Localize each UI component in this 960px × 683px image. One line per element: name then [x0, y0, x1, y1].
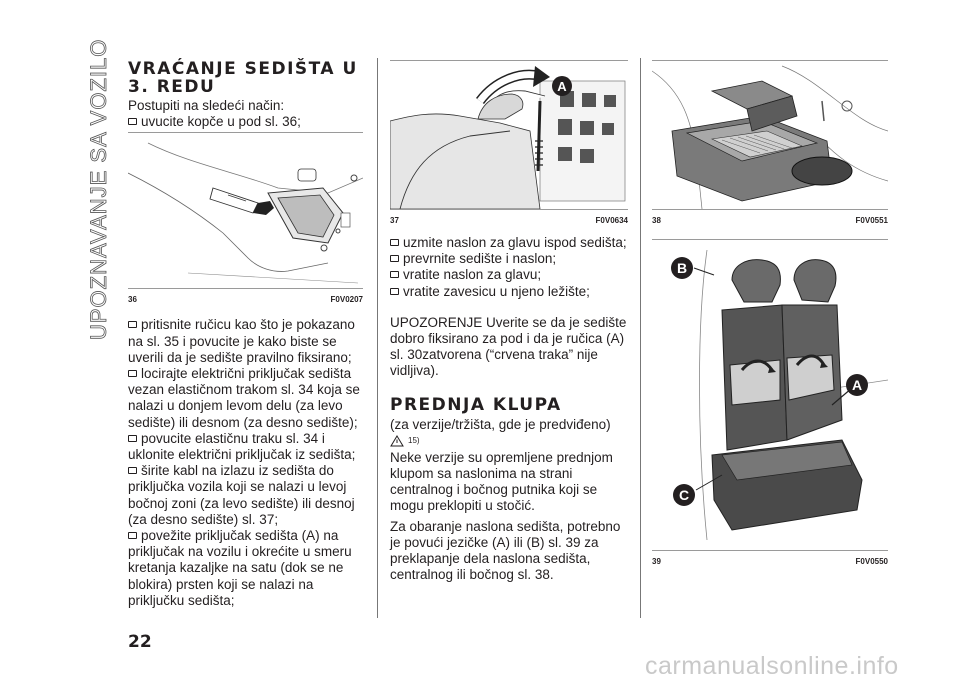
section-heading-front-bench: PREDNJA KLUPA	[390, 394, 562, 415]
callout-label-a: A	[851, 377, 863, 393]
bullet-text: vratite naslon za glavu;	[403, 267, 542, 283]
column-right	[652, 60, 888, 566]
figure-code: F0V0634	[595, 216, 628, 225]
checkbox-bullet-icon	[128, 435, 137, 442]
bullet-item	[390, 235, 628, 251]
bullet-text: povucite elastičnu traku sl. 34 i uklonite električni priključak iz sedišta;	[128, 430, 356, 463]
bullet-item	[128, 114, 363, 130]
figure-36	[128, 132, 363, 304]
checkbox-bullet-icon	[390, 288, 399, 295]
bullet-item	[128, 431, 363, 463]
figure-38	[652, 60, 888, 225]
bullet-text: locirajte električni priključak sedišta vezan elastičnom trakom sl. 34 koja se nalazi u donjem levom delu (za levo sedište) ili desnom (za desno sedište);	[128, 366, 360, 430]
callout-label-a: A	[557, 79, 567, 94]
availability-note: (za verzije/tržišta, gde je predviđeno)	[390, 416, 611, 432]
side-title-text: UPOZNAVANJE SA VOZILOM	[86, 40, 111, 340]
figure-bottom-rule	[652, 550, 888, 551]
callout-label-b: B	[676, 260, 688, 276]
warning-reference	[390, 435, 628, 447]
bullet-text: povežite priključak sedišta (A) na priključak na vozilu i okrećite u smeru kretanja kazaljke na satu (dok se ne blokira) prsten koji se nalazi na priključku sedišta;	[128, 528, 352, 608]
warning-text: UPOZORENJE Uverite se da je sedište dobro fiksirano za pod i da je ručica (A) sl. 30zatvorena (“crvena traka” nije vidljiva).	[390, 314, 627, 379]
figure-bottom-rule	[390, 209, 628, 210]
watermark-text: carmanualsonline.info	[645, 652, 899, 680]
bullet-item	[390, 267, 628, 283]
section-heading-third-row: VRAĆANJE SEDIŠTA U 3. REDU	[128, 59, 358, 97]
page-number: 22	[128, 632, 152, 652]
side-chapter-title	[78, 40, 118, 340]
intro-text: Postupiti na sledeći način:	[128, 98, 285, 113]
paragraph: Neke verzije su opremljene prednjom klupom sa naslonima na strani centralnog i bočnog putnika koji se mogu preklopiti u stočić.	[390, 449, 613, 514]
bullet-item	[128, 528, 363, 609]
bullet-item	[128, 366, 363, 431]
paragraph: Za obaranje naslona sedišta, potrebno je povući jezičke (A) ili (B) sl. 39 za preklapanje dela naslona sedišta, centralnog ili bočnog sl. 38.	[390, 518, 621, 583]
callout-label-c: C	[678, 487, 690, 503]
bullet-text: širite kabl na izlazu iz sedišta do priključka vozila koji se nalazi u levoj bočnoj zoni (za levo sedište) ili desnoj (za desno sedište) sl. 37;	[128, 463, 355, 527]
column-middle	[390, 60, 628, 583]
folded-seat-table-illustration	[652, 61, 888, 209]
front-bench-illustration	[652, 240, 888, 550]
bullet-item	[128, 463, 363, 528]
figure-number: 37	[390, 216, 399, 225]
column-divider	[377, 58, 378, 618]
bullet-text: prevrnite sedište i naslon;	[403, 251, 557, 267]
checkbox-bullet-icon	[128, 321, 137, 328]
column-divider	[640, 58, 641, 618]
checkbox-bullet-icon	[390, 255, 399, 262]
bullet-list	[390, 235, 628, 300]
bullet-item	[390, 284, 628, 300]
bullet-text: vratite zavesicu u njeno ležište;	[403, 283, 590, 299]
warning-triangle-icon	[390, 435, 404, 447]
figure-number: 36	[128, 295, 137, 305]
checkbox-bullet-icon	[128, 532, 137, 539]
bullet-item	[390, 251, 628, 267]
checkbox-bullet-icon	[390, 239, 399, 246]
checkbox-bullet-icon	[128, 467, 137, 474]
bullet-item	[128, 317, 363, 366]
warning-reference-number: 15)	[408, 436, 420, 446]
floor-clip-illustration	[128, 133, 363, 288]
connector-hand-illustration	[390, 61, 628, 209]
figure-number: 38	[652, 216, 661, 225]
column-left	[128, 60, 363, 609]
checkbox-bullet-icon	[390, 271, 399, 278]
bullet-text: uvucite kopče u pod sl. 36;	[141, 114, 301, 130]
figure-bottom-rule	[652, 209, 888, 210]
checkbox-bullet-icon	[128, 370, 137, 377]
bullet-list	[128, 317, 363, 609]
figure-39	[652, 239, 888, 566]
figure-code: F0V0550	[855, 557, 888, 566]
figure-37	[390, 60, 628, 225]
checkbox-bullet-icon	[128, 118, 137, 125]
figure-code: F0V0207	[330, 295, 363, 305]
bullet-text: pritisnite ručicu kao što je pokazano na sl. 35 i povucite je kako biste se uverili da je sedište pravilno fiksirano;	[128, 317, 355, 365]
bullet-text: uzmite naslon za glavu ispod sedišta;	[403, 235, 627, 250]
figure-code: F0V0551	[855, 216, 888, 225]
figure-number: 39	[652, 557, 661, 566]
figure-bottom-rule	[128, 288, 363, 289]
